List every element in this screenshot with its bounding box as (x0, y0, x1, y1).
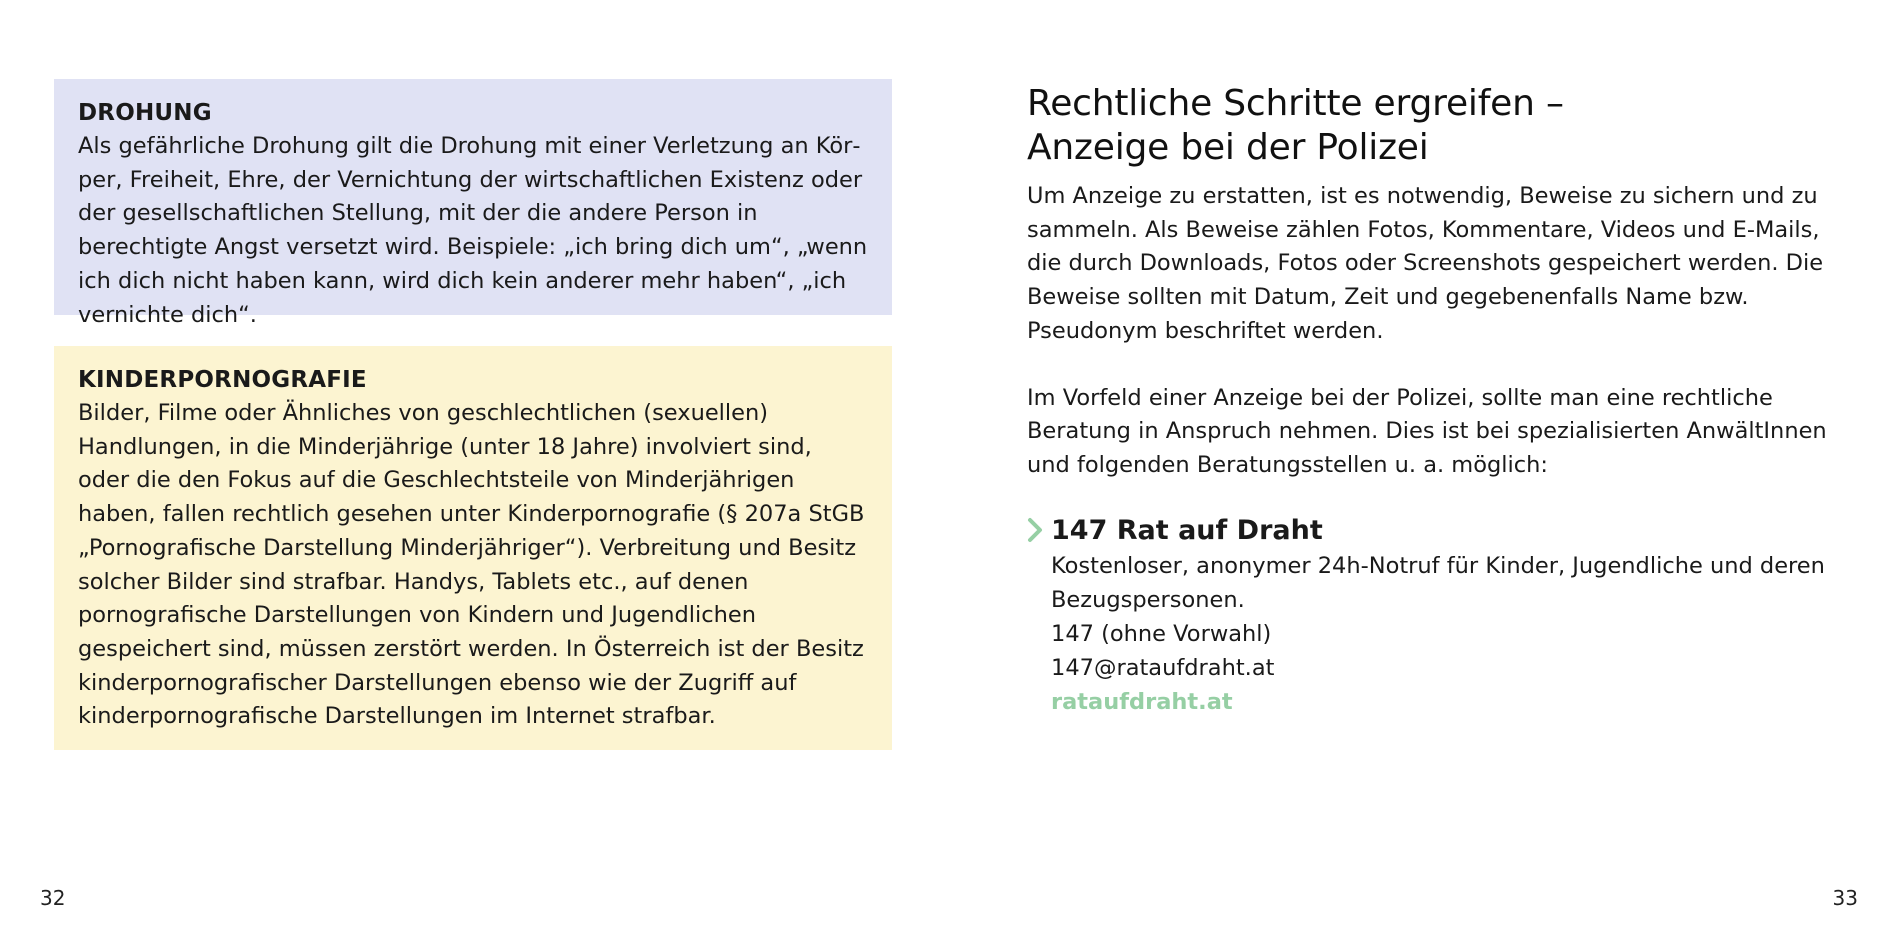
child-pornography-info-box (54, 346, 892, 750)
evidence-paragraph: Um Anzeige zu erstatten, ist es notwendig, Beweise zu sichern und zu sammeln. Als Beweise zählen Fotos, Kommentare, Videos und E-Mails, die durch Downloads, Fotos oder Screenshots gespeichert werden. Die Beweise sollten mit Datum, Zeit und gegebenenfalls Name bzw. Pseudonym beschriftet werden. (1027, 183, 1824, 344)
page-number-left: 32 (40, 886, 66, 910)
section-heading (1027, 82, 1827, 170)
contact-email[interactable]: 147@rataufdraht.at (1051, 654, 1275, 681)
heading-line-2: Anzeige bei der Polizei (1027, 127, 1429, 168)
threat-box-text: Als gefährliche Drohung gilt die Drohung mit einer Verletzung an Körper, Freiheit, Ehre, der Vernichtung der wirtschaftlichen Existenz oder der gesellschaftlichen Stellung, mit der die andere Person in berechtigte Angst versetzt wird. Beispiele: „ich bring dich um“, „wenn ich dich nicht haben kann, wird dich kein anderer mehr haben“, „ich vernichte dich“. (78, 133, 868, 328)
legal-steps-section (1027, 82, 1827, 719)
chevron-right-icon (1027, 517, 1043, 543)
contact-phone: 147 (ohne Vorwahl) (1051, 620, 1272, 647)
contact-description: Kostenloser, anonymer 24h-Notruf für Kinder, Jugendliche und deren Bezugspersonen. (1051, 552, 1825, 613)
page-number-right: 33 (1832, 886, 1858, 910)
cp-box-text: Bilder, Filme oder Ähnliches von geschlechtlichen (sexuellen) Handlungen, in die Minderjährige (unter 18 Jahre) involviert sind, oder die den Fokus auf die Geschlechtsteile von Minderjährigen haben, fallen rechtlich gesehen unter Kinderpornografie (§ 207a StGB „Pornografische Darstellung Minderjähriger“). Verbreitung und Besitz solcher Bilder sind strafbar. Handys, Tablets etc., auf denen pornografische Darstellungen von Kindern und Jugendlichen gespeichert sind, müssen zerstört werden. In Österreich ist der Besitz kinderpornografischer Darstellungen ebenso wie der Zugriff auf kinderpornografische Darstellungen im Internet strafbar. (78, 400, 865, 730)
cp-box-title: KINDERPORNOGRAFIE (78, 367, 367, 393)
threat-box-title: DROHUNG (78, 100, 212, 126)
contact-entry (1027, 513, 1827, 719)
contact-website-link[interactable]: rataufdraht.at (1051, 688, 1233, 715)
contact-title: 147 Rat auf Draht (1051, 514, 1323, 546)
counseling-paragraph: Im Vorfeld einer Anzeige bei der Polizei, sollte man eine rechtliche Beratung in Anspruch nehmen. Dies ist bei spezialisierten AnwältInnen und folgenden Beratungsstellen u. a. möglich: (1027, 384, 1827, 478)
heading-line-1: Rechtliche Schritte ergreifen – (1027, 83, 1564, 124)
threat-info-box (54, 79, 892, 328)
